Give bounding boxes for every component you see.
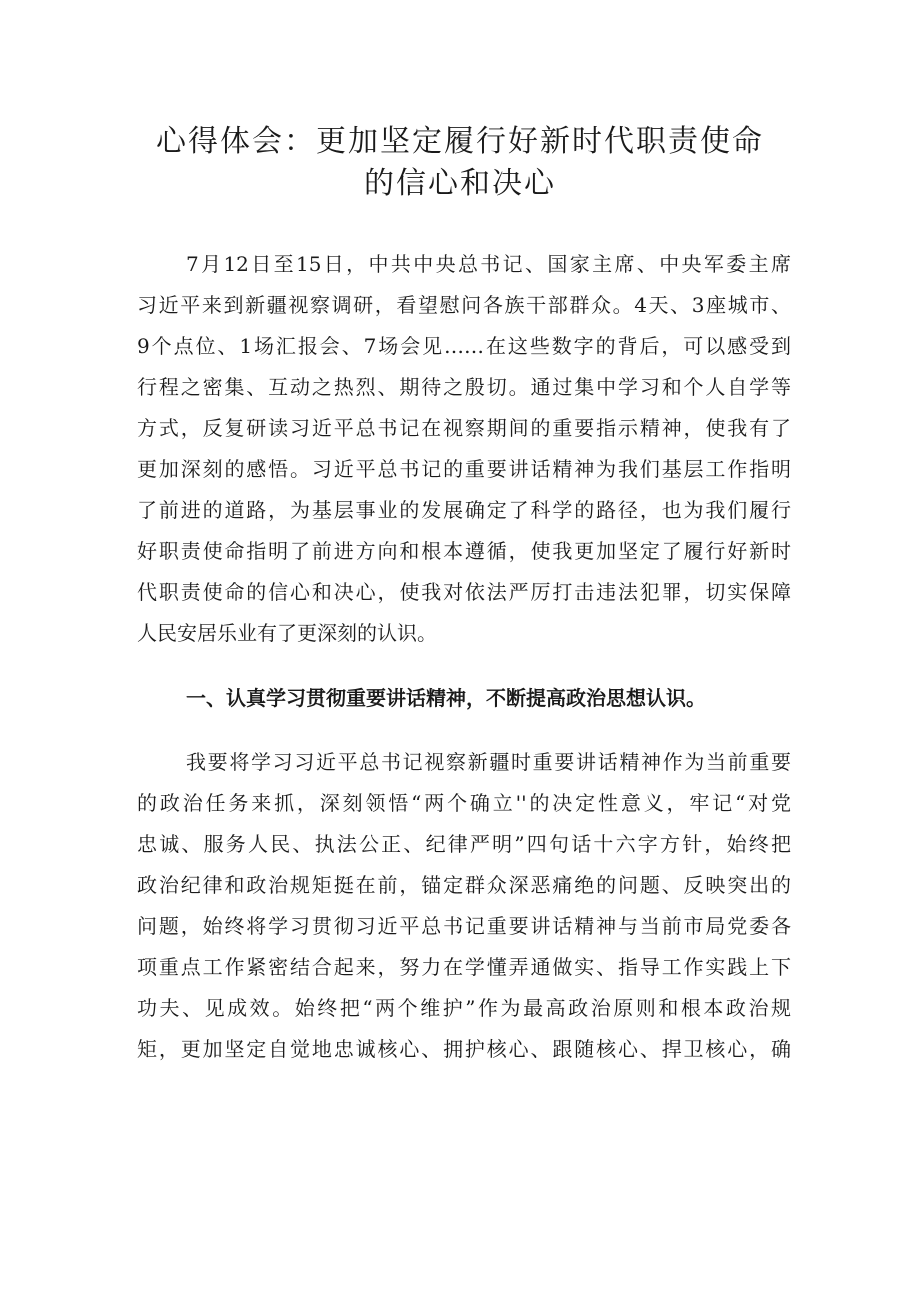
paragraph-1-line: 了前进的道路，为基层事业的发展确定了科学的路径，也为我们履行	[137, 498, 791, 522]
paragraph-2-line: 我要将学习习近平总书记视察新疆时重要讲话精神作为当前重要	[186, 750, 791, 774]
document-title-line-2: 的信心和决心	[364, 166, 556, 201]
paragraph-1-line: 9个点位、1场汇报会、7场会见……在这些数字的背后，可以感受到	[137, 334, 791, 358]
paragraph-2-line: 忠诚、服务人民、执法公正、纪律严明”四句话十六字方针，始终把	[137, 832, 791, 856]
paragraph-2-line: 项重点工作紧密结合起来，努力在学懂弄通做实、指导工作实践上下	[137, 955, 791, 979]
paragraph-1-line: 7月12日至15日，中共中央总书记、国家主席、中央军委主席	[186, 252, 791, 276]
paragraph-1-line: 人民安居乐业有了更深刻的认识。	[137, 621, 437, 645]
paragraph-2-line: 问题，始终将学习贯彻习近平总书记重要讲话精神与当前市局党委各	[137, 914, 791, 938]
section-1-heading: 一、认真学习贯彻重要讲话精神，不断提高政治思想认识。	[186, 686, 706, 710]
paragraph-2-line: 功夫、见成效。始终把“两个维护”作为最高政治原则和根本政治规	[137, 996, 791, 1020]
paragraph-2-line: 政治纪律和政治规矩挺在前，锚定群众深恶痛绝的问题、反映突出的	[137, 873, 791, 897]
paragraph-1-line: 更加深刻的感悟。习近平总书记的重要讲话精神为我们基层工作指明	[137, 457, 791, 481]
paragraph-1-line: 方式，反复研读习近平总书记在视察期间的重要指示精神，使我有了	[137, 416, 791, 440]
paragraph-2-line: 的政治任务来抓，深刻领悟“两个确立''的决定性意义，牢记“对党	[137, 791, 791, 815]
paragraph-1-line: 好职责使命指明了前进方向和根本遵循，使我更加坚定了履行好新时	[137, 539, 791, 563]
paragraph-1-line: 行程之密集、互动之热烈、期待之殷切。通过集中学习和个人自学等	[137, 375, 791, 399]
paragraph-1-line: 习近平来到新疆视察调研，看望慰问各族干部群众。4天、3座城市、	[137, 293, 791, 317]
document-title-line-1: 心得体会：更加坚定履行好新时代职责使命	[156, 124, 764, 159]
paragraph-1-line: 代职责使命的信心和决心，使我对依法严厉打击违法犯罪，切实保障	[137, 580, 791, 604]
paragraph-2-line: 矩，更加坚定自觉地忠诚核心、拥护核心、跟随核心、捍卫核心，确	[137, 1037, 791, 1061]
